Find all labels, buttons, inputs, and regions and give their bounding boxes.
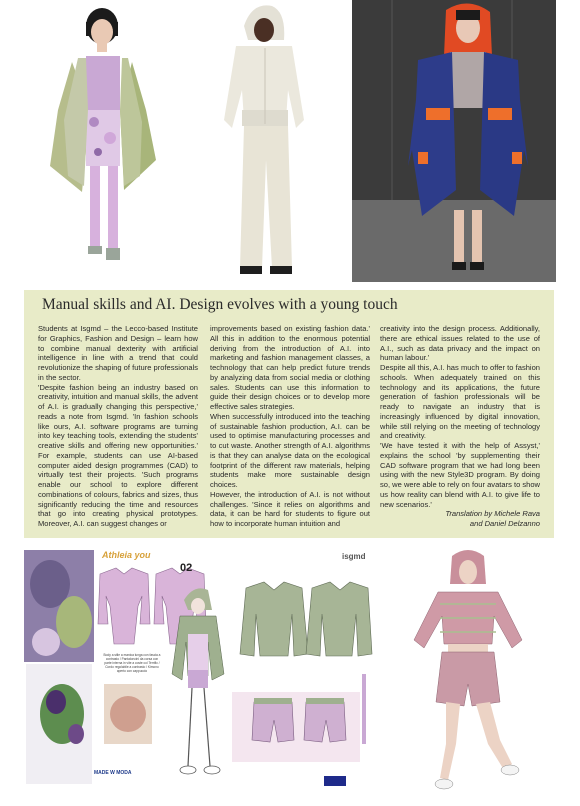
isgmd-logo: isgmd	[342, 552, 366, 561]
fashion-photo-lilac-outfit	[24, 0, 188, 282]
translation-credit-line-2: and Daniel Delzanno	[469, 519, 540, 528]
article-column-2	[210, 324, 370, 529]
paragraph: However, the introduction of A.I. is not without challenges. 'Since it relies on algorithms and data, it can be hard for students to figure out how to incorporate human intuition and	[210, 489, 370, 528]
paragraph: 'We have tested it with the help of Assyst,' explains the school 'by supplementing their CAD software program that we had long been using with the new Style3D program. By doing so, we were able to rely on four avatars to show us how reality can blend with A.I. to give life to new scenarios.'	[380, 441, 540, 509]
design-sketch-collage	[24, 544, 374, 798]
madewith-logo: MADE W MODA	[94, 770, 132, 776]
sketch-number: 02	[180, 562, 193, 574]
paragraph: creativity into the design process. Additionally, there are ethical issues related to the use of A.I., such as data privacy and the impact on human labour.'	[380, 324, 540, 363]
article-column-1	[38, 324, 198, 529]
fashion-photo-pink-hoodie	[376, 544, 556, 798]
paragraph: When successfully introduced into the teaching of sustainable fashion production, A.I. can be used to optimise manufacturing processes and to cut waste. Another strength of A.I. algorithms is that they can analyse data on the ecological footprint of the different raw materials, helping students make more sustainable design choices.	[210, 411, 370, 489]
article-panel	[24, 290, 554, 538]
fashion-photo-cream-tracksuit	[188, 0, 352, 282]
article-title: Manual skills and AI. Design evolves with a young touch	[42, 296, 398, 313]
paragraph: 'Despite fashion being an industry based on creativity, intuition and manual skills, the advent of A.I. is gradually changing this perspective,' reads a note from Isgmd. 'In fashion schools like ours, A.I. software programs are turning into key teaching tools, extending the students' creative skills and offering new opportunities.' For example, students can use AI-based computer aided design programmes (CAD) to virtually test their projects. 'Such programs enable our school to explore different combinations of colours, fabrics and sizes, thus significantly reducing the time and resources that go into creating physical prototypes. Moreover, A.I. can suggest changes or	[38, 382, 198, 528]
paragraph: Despite all this, A.I. has much to offer to fashion schools. When adequately trained on this technology and its applications, the future generation of fashion professionals will be ready to navigate an industry that is increasingly influenced by digital innovation, while still relying on the meeting of technology and creativity.	[380, 363, 540, 441]
paragraph: improvements based on existing fashion data.' All this in addition to the enormous potential deriving from the introduction of A.I. into marketing and fashion management classes, a technology that can help predict future trends by analyzing data from social media or clothing sales. Students can use this information to guide their design choices or to develop more effective sales strategies.	[210, 324, 370, 411]
translation-credit-line-1: Translation by Michele Rava	[445, 509, 540, 519]
paragraph: Students at Isgmd – the Lecco-based Institute for Graphics, Fashion and Design – learn how to combine manual dexterity with artificial intelligence in line with a trend that could revolutionize the shaping of future professionals in the sector.	[38, 324, 198, 382]
athleia-logo-text: Athleia you	[102, 550, 151, 560]
fashion-photo-blue-jacket	[352, 0, 556, 282]
article-column-3	[380, 324, 540, 529]
design-note: Body a stile a manica lunga con fascia a contrasto / Pantaloncini da corsa con parte interna in vite a coste col Terrific / Cordo regolabile a contrasto / Kimono aperto con cappuccio	[103, 653, 161, 673]
